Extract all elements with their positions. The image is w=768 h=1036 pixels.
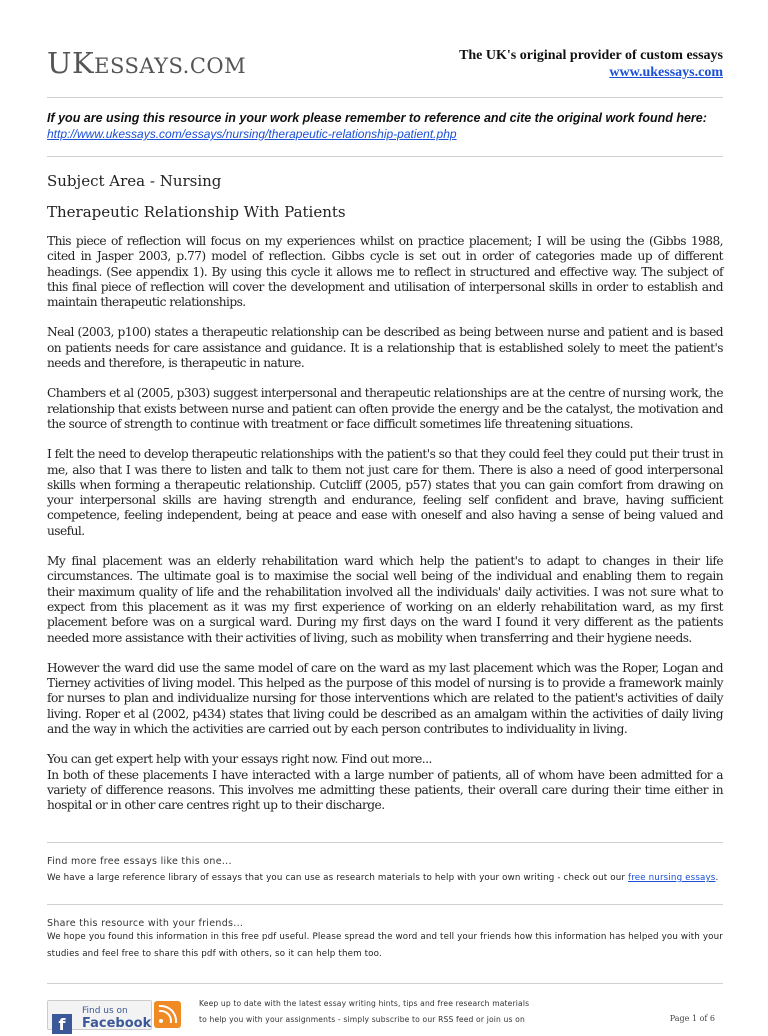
facebook-button[interactable] bbox=[47, 1000, 152, 1034]
document-title: Therapeutic Relationship With Patients bbox=[47, 203, 346, 221]
page-number: Page 1 of 6 bbox=[669, 1014, 715, 1023]
paragraph: My final placement was an elderly rehabilitation ward which help the patient's to adapt to changes in their life circumstances. The ultimate goal is to maximise the social well being of the individual and enabling them to regain their maximum quality of life and the rehabilitation involved all the individuals' daily activities. I was not sure what to expect from this placement as it was my first experience of working on an elderly rehabilitation ward, as my first placement before was on a surgical ward. During my first days on the ward I found it very different as the patients needed more assistance with their activities of living, such as mobility when transferring and their hygiene needs. bbox=[47, 554, 723, 645]
paragraph: This piece of reflection will focus on my experiences whilst on practice placement; I will be using the (Gibbs 1988, cited in Jasper 2003, p.77) model of reflection. Gibbs cycle is set out in order of categories made up of different headings. (See appendix 1). By using this cycle it allows me to reflect in structured and effective way. The subject of this final piece of reflection will cover the development and utilisation of interpersonal skills in order to establish and maintain therapeutic relationships. bbox=[47, 234, 723, 310]
logo-initial: UK bbox=[47, 46, 95, 80]
divider bbox=[47, 983, 723, 984]
citation-note: If you are using this resource in your work please remember to reference and cite the original work found here: bbox=[47, 111, 707, 125]
divider bbox=[47, 97, 723, 98]
facebook-icon: f bbox=[52, 1014, 72, 1034]
paragraph: I felt the need to develop therapeutic relationships with the patient's so that they could feel they could put their trust in me, also that I was there to listen and talk to them not just care for them. There is also a need of good interpersonal skills when forming a therapeutic relationship. Cutcliff (2005, p57) states that you can gain comfort from drawing on your interpersonal skills are having strength and endurance, feeling self confident and brave, having sufficient competence, feeling independent, being at peace and ease with oneself and also having a sense of being valued and useful. bbox=[47, 447, 723, 538]
paragraph: However the ward did use the same model of care on the ward as my last placement which was the Roper, Logan and Tierney activities of living model. This helped as the purpose of this model of nursing is to provide a framework mainly for nurses to plan and individualize nursing for those interventions which are related to the patient's activities of daily living. Roper et al (2002, p434) states that living could be described as an amalgam within the activities of daily living and the way in which the activities are carried out by each person contributes to individuality in living. bbox=[47, 660, 723, 737]
subject-area: Subject Area - Nursing bbox=[47, 172, 222, 190]
social-bar bbox=[47, 999, 723, 1034]
subscribe-line-2: to help you with your assignments - simply subscribe to our RSS feed or join us on bbox=[199, 1015, 525, 1024]
site-link[interactable]: www.ukessays.com bbox=[609, 65, 723, 80]
subscribe-line-1: Keep up to date with the latest essay writing hints, tips and free research materials bbox=[199, 999, 530, 1008]
logo-rest: ESSAYS.COM bbox=[94, 54, 247, 78]
paragraph: Neal (2003, p100) states a therapeutic relationship can be described as being between nurse and patient and is based on patients needs for care assistance and guidance. It is a relationship that is established solely to meet the patient's needs and therefore, is therapeutic in nature. bbox=[47, 325, 723, 371]
facebook-name-label: Facebook bbox=[82, 1016, 152, 1031]
share-body: We hope you found this information in this free pdf useful. Please spread the word and tell your friends how this information has helped you with your studies and feel free to share this pdf with others, so it can help them too. bbox=[47, 932, 724, 959]
free-nursing-essays-link[interactable]: free nursing essays bbox=[628, 873, 716, 883]
expert-help-link[interactable]: You can get expert help with your essays right now. Find out more... bbox=[47, 752, 432, 767]
divider bbox=[47, 156, 723, 157]
share-section bbox=[47, 918, 723, 963]
divider bbox=[47, 904, 723, 905]
divider bbox=[47, 842, 723, 843]
essay-body bbox=[47, 234, 723, 829]
more-essays-body: We have a large reference library of essays that you can use as research materials to help with your own writing - check out our bbox=[47, 873, 626, 883]
paragraph: Chambers et al (2005, p303) suggest interpersonal and therapeutic relationships are at the centre of nursing work, the relationship that exists between nurse and patient can often provide the energy and be the catalyst, the motivation and the source of strength to continue with treatment or face difficult sometimes life threatening situations. bbox=[47, 386, 723, 431]
tagline: The UK's original provider of custom essays bbox=[459, 48, 723, 63]
more-essays-text: We have a large reference library of essays that you can use as research materials to help with your own writing - check out our free nursing essays. bbox=[47, 873, 719, 883]
more-essays-heading: Find more free essays like this one... bbox=[47, 856, 232, 867]
citation-url[interactable]: http://www.ukessays.com/essays/nursing/therapeutic-relationship-patient.php bbox=[47, 127, 457, 141]
more-essays-section bbox=[47, 856, 723, 887]
subscribe-text bbox=[199, 996, 529, 1028]
share-heading: Share this resource with your friends... bbox=[47, 918, 244, 929]
facebook-find-label: Find us on bbox=[82, 1006, 128, 1016]
header bbox=[47, 46, 723, 86]
paragraph: In both of these placements I have interacted with a large number of patients, all of whom have been admitted for a variety of difference reasons. This involves me admitting these patients, their overall care during their time either in hospital or in other care centres right up to their discharge. bbox=[47, 767, 723, 813]
ukessays-logo[interactable] bbox=[47, 46, 246, 80]
rss-dot bbox=[159, 1019, 163, 1023]
